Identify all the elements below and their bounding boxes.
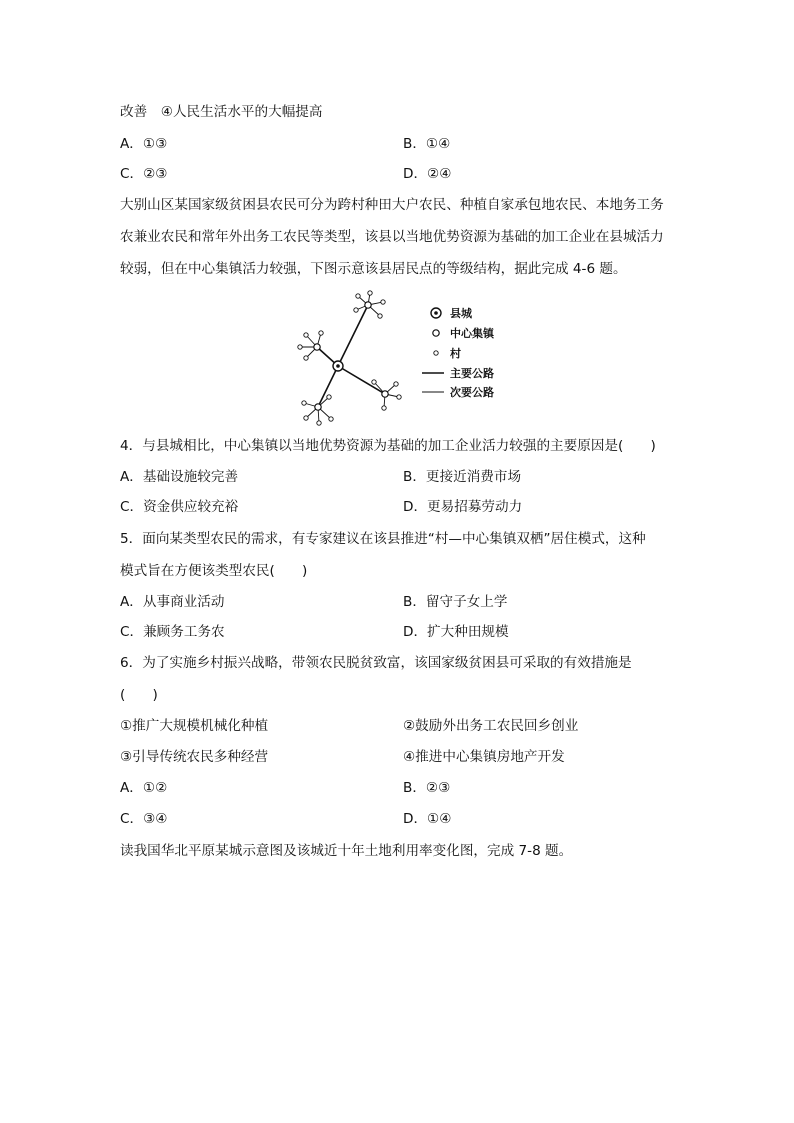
secondary-roads <box>300 293 399 423</box>
q3-option-d: D．②④ <box>403 166 452 182</box>
question-6-line-2: ( ) <box>120 687 158 703</box>
intro-line-1: 大别山区某国家级贫困县农民可分为跨村种田大户农民、种植自家承包地农民、本地务工务 <box>120 197 664 213</box>
q5-option-d: D．扩大种田规模 <box>403 624 509 640</box>
q6-statement-4: ④推进中心集镇房地产开发 <box>403 749 565 765</box>
q3-option-c: C．②③ <box>120 166 168 182</box>
question-6-line-1: 6．为了实施乡村振兴战略，带领农民脱贫致富，该国家级贫困县可采取的有效措施是 <box>120 655 632 671</box>
intro-line-2: 农兼业农民和常年外出务工农民等类型，该县以当地优势资源为基础的加工企业在县城活力 <box>120 229 664 245</box>
q6-statement-2: ②鼓励外出务工农民回乡创业 <box>403 718 579 734</box>
q5-option-c: C．兼顾务工务农 <box>120 624 225 640</box>
q5-option-b: B．留守子女上学 <box>403 594 508 610</box>
q3-option-b: B．①④ <box>403 136 451 152</box>
q5-option-a: A．从事商业活动 <box>120 594 225 610</box>
legend-town: 中心集镇 <box>450 327 494 340</box>
settlement-hierarchy-diagram <box>280 290 520 430</box>
legend-county: 县城 <box>450 307 472 320</box>
q6-statement-1: ①推广大规模机械化种植 <box>120 718 269 734</box>
question-5-line-1: 5．面向某类型农民的需求，有专家建议在该县推进“村—中心集镇双栖”居住模式，这种 <box>120 531 646 547</box>
q3-option-a: A．①③ <box>120 136 168 152</box>
legend-village: 村 <box>450 347 461 360</box>
question-4: 4．与县城相比，中心集镇以当地优势资源为基础的加工企业活力较强的主要原因是( ) <box>120 438 656 454</box>
villages <box>298 291 401 425</box>
outro-line: 读我国华北平原某城示意图及该城近十年土地利用率变化图，完成 7-8 题。 <box>120 843 573 859</box>
q6-option-d: D．①④ <box>403 811 452 827</box>
main-roads <box>317 305 385 407</box>
legend-main-road: 主要公路 <box>450 367 494 380</box>
intro-line-3: 较弱，但在中心集镇活力较强，下图示意该县居民点的等级结构，据此完成 4-6 题。 <box>120 261 627 277</box>
legend-secondary-road: 次要公路 <box>450 386 494 399</box>
q6-option-a: A．①② <box>120 780 168 796</box>
q6-option-c: C．③④ <box>120 811 168 827</box>
q6-statement-3: ③引导传统农民多种经营 <box>120 749 269 765</box>
q6-option-b: B．②③ <box>403 780 451 796</box>
q4-option-b: B．更接近消费市场 <box>403 469 522 485</box>
q4-option-d: D．更易招募劳动力 <box>403 499 523 515</box>
question-5-line-2: 模式旨在方便该类型农民( ) <box>120 563 308 579</box>
line-1: 改善 ④人民生活水平的大幅提高 <box>120 104 323 120</box>
legend <box>422 306 495 399</box>
county-town-icon <box>333 361 343 371</box>
q4-option-c: C．资金供应较充裕 <box>120 499 239 515</box>
q4-option-a: A．基础设施较完善 <box>120 469 239 485</box>
